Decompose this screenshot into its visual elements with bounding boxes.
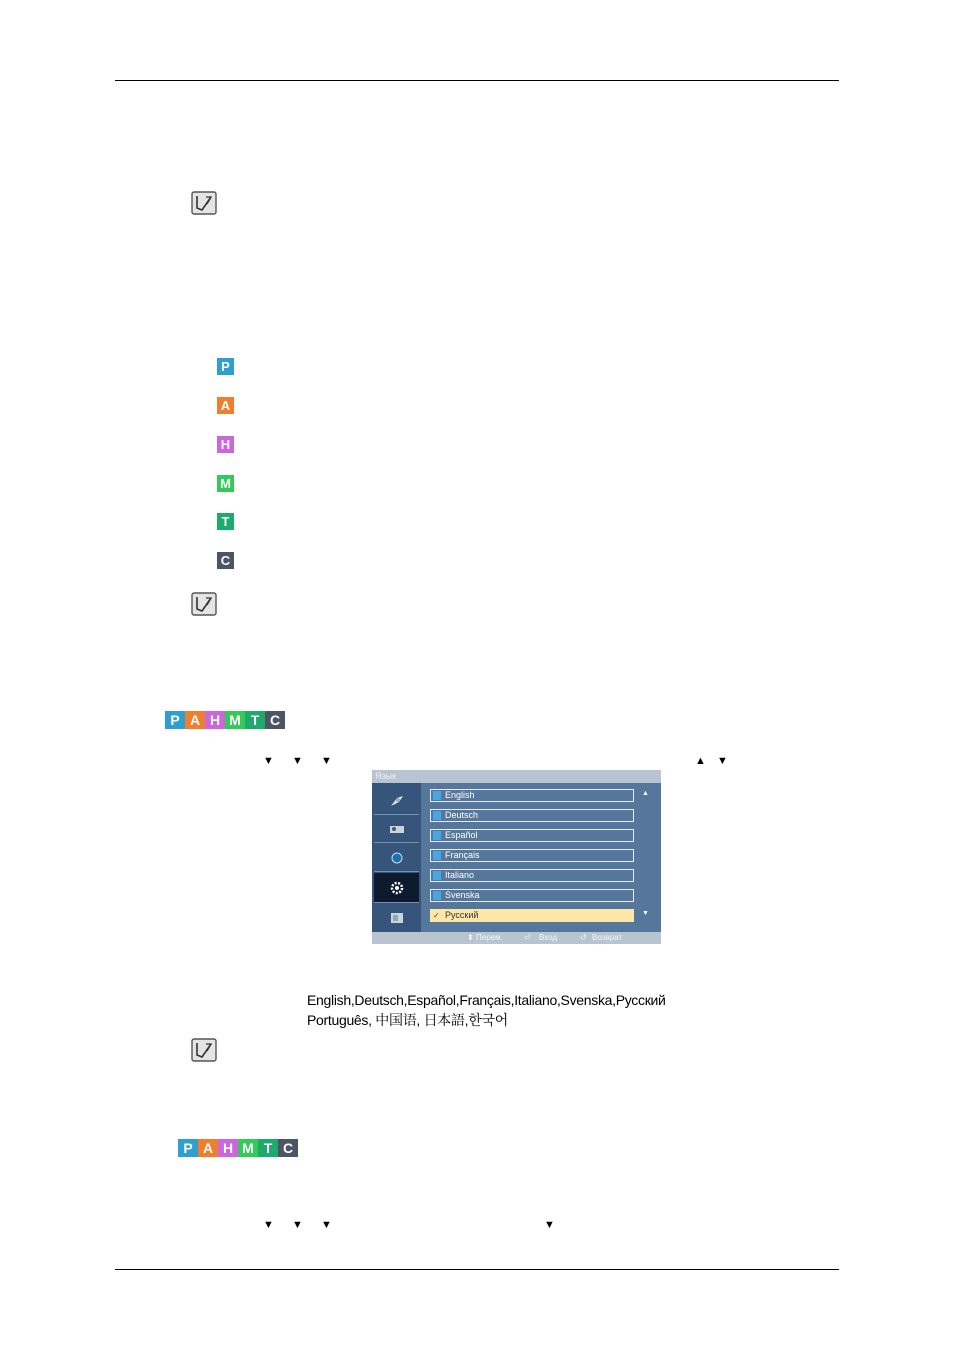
item-marker: [433, 811, 441, 820]
osd-tab-setup-icon[interactable]: [374, 844, 419, 872]
down-arrow-icon: ▼: [263, 1219, 274, 1231]
footer-return: Возврат: [592, 933, 622, 942]
item-marker: [433, 891, 441, 900]
item-label: Español: [445, 830, 478, 840]
osd-item-english[interactable]: [430, 789, 634, 802]
osd-item-espanol[interactable]: [430, 829, 634, 842]
mode-a-icon: A: [198, 1139, 218, 1157]
mode-p-icon: P: [178, 1139, 198, 1157]
item-marker: [433, 871, 441, 880]
move-icon: ⬍: [467, 933, 474, 942]
note-icon: [191, 191, 217, 215]
up-arrow-icon: ▲: [695, 755, 706, 767]
item-label: Italiano: [445, 870, 475, 880]
down-arrow-icon: ▼: [717, 755, 728, 767]
item-marker: [433, 831, 441, 840]
mode-p-icon: P: [217, 358, 234, 375]
mode-m-icon: M: [217, 475, 234, 492]
mode-t-icon: T: [217, 513, 234, 530]
check-icon: ✓: [433, 911, 440, 920]
osd-tab-picture-icon[interactable]: [374, 788, 419, 815]
footer-enter: Вход: [539, 933, 558, 942]
down-arrow-icon: ▼: [263, 755, 274, 767]
osd-tab-gear-icon[interactable]: [374, 873, 419, 903]
mode-h-icon: H: [205, 711, 225, 729]
footer-rule: [115, 1269, 839, 1270]
osd-tab-sound-icon[interactable]: [374, 816, 419, 843]
mode-t-icon: T: [245, 711, 265, 729]
mode-m-icon: M: [238, 1139, 258, 1157]
item-label: Deutsch: [445, 810, 479, 820]
mode-m-icon: M: [225, 711, 245, 729]
osd-item-russian-selected[interactable]: [430, 909, 634, 922]
down-arrow-icon: ▼: [292, 755, 303, 767]
mode-a-icon: A: [217, 397, 234, 414]
down-arrow-icon: ▼: [321, 1219, 332, 1231]
down-arrow-icon: ▼: [321, 755, 332, 767]
languages-line-1: English,Deutsch,Español,Français,Italiano,Svenska,Русский: [307, 992, 666, 1008]
item-marker: [433, 791, 441, 800]
mode-c-icon: C: [217, 552, 234, 569]
return-icon: ↺: [580, 933, 587, 942]
scroll-down-icon[interactable]: ▼: [642, 910, 649, 917]
enter-icon: ⏎: [524, 933, 531, 942]
mode-strip: [165, 711, 285, 729]
scroll-up-icon[interactable]: ▲: [642, 790, 649, 797]
item-label: Svenska: [445, 890, 480, 900]
osd-footer: [372, 932, 661, 944]
item-label: Русский: [445, 910, 479, 920]
item-marker: [433, 851, 441, 860]
down-arrow-icon: ▼: [544, 1219, 555, 1231]
note-icon: [191, 592, 217, 616]
down-arrow-icon: ▼: [292, 1219, 303, 1231]
osd-item-deutsch[interactable]: [430, 809, 634, 822]
osd-language-menu: [372, 770, 661, 944]
osd-tab-multi-icon[interactable]: [374, 904, 419, 931]
item-label: Français: [445, 850, 480, 860]
mode-c-icon: C: [278, 1139, 298, 1157]
header-rule: [115, 80, 839, 81]
mode-h-icon: H: [218, 1139, 238, 1157]
item-label: English: [445, 790, 475, 800]
footer-move: Перем.: [476, 933, 503, 942]
languages-line-2: Português, 中国语, 日本語,한국어: [307, 1012, 508, 1028]
mode-h-icon: H: [217, 436, 234, 453]
osd-item-svenska[interactable]: [430, 889, 634, 902]
note-icon: [191, 1038, 217, 1062]
mode-p-icon: P: [165, 711, 185, 729]
mode-a-icon: A: [185, 711, 205, 729]
mode-t-icon: T: [258, 1139, 278, 1157]
mode-strip: [178, 1139, 298, 1157]
osd-title: Язык: [372, 770, 661, 783]
osd-item-francais[interactable]: [430, 849, 634, 862]
osd-sidebar: [372, 783, 421, 932]
osd-item-italiano[interactable]: [430, 869, 634, 882]
mode-c-icon: C: [265, 711, 285, 729]
